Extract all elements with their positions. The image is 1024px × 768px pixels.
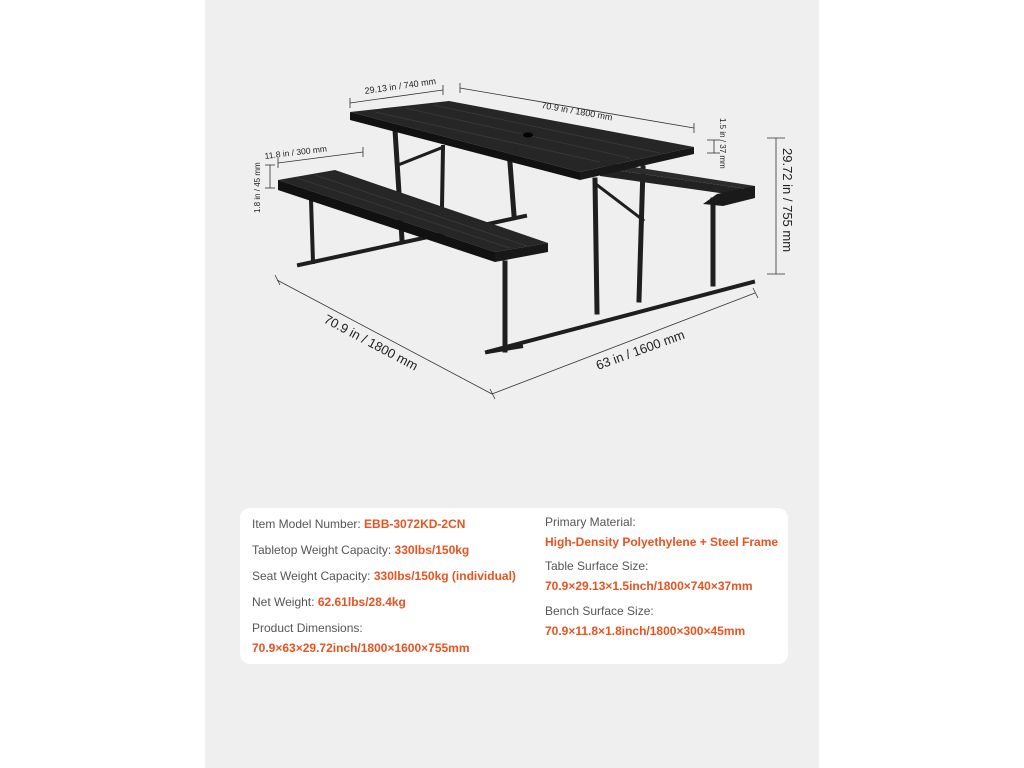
dim-bench-thickness: 1.8 in / 45 mm [253,162,262,213]
dim-overall-width: 63 in / 1600 mm [593,326,687,373]
spec-table-surface-value: 70.9×29.13×1.5inch/1800×740×37mm [545,579,753,593]
spec-net-weight [252,595,406,610]
spec-product-dimensions-label: Product Dimensions: [252,621,363,635]
front-bench [278,170,548,262]
spec-model-value: EBB-3072KD-2CN [364,517,466,531]
spec-table-surface [545,559,753,594]
spec-product-dimensions-value: 70.9×63×29.72inch/1800×1600×755mm [252,641,470,655]
back-bench [600,164,755,206]
picnic-table-illustration [205,0,819,470]
dim-overall-length: 70.9 in / 1800 mm [321,311,421,374]
spec-seat-capacity-value: 330lbs/150kg (individual) [373,569,516,583]
spec-primary-material-label: Primary Material: [545,515,636,529]
spec-tabletop-capacity-label: Tabletop Weight Capacity: [252,543,392,557]
dim-top-thickness: 1.5 in / 37 mm [718,118,727,169]
product-panel [205,0,819,768]
spec-model-label: Item Model Number: [252,517,361,531]
spec-bench-surface [545,604,745,639]
spec-table-surface-label: Table Surface Size: [545,559,649,573]
spec-card [240,508,788,664]
front-legs [487,262,523,352]
spec-model [252,517,465,532]
dim-top-length: 70.9 in / 1800 mm [540,100,614,123]
spec-seat-capacity [252,569,516,584]
spec-tabletop-capacity [252,543,469,558]
spec-bench-surface-label: Bench Surface Size: [545,604,654,618]
dim-top-depth: 29.13 in / 740 mm [363,76,437,96]
spec-bench-surface-value: 70.9×11.8×1.8inch/1800×300×45mm [545,624,746,638]
dim-bench-width: 11.8 in / 300 mm [264,143,328,161]
spec-primary-material-value: High-Density Polyethylene + Steel Frame [545,535,779,549]
spec-seat-capacity-label: Seat Weight Capacity: [252,569,371,583]
dim-height: 29.72 in / 755 mm [780,148,795,253]
spec-net-weight-label: Net Weight: [252,595,315,609]
spec-product-dimensions [252,621,470,656]
spec-primary-material [545,515,778,550]
spec-net-weight-value: 62.61lbs/28.4kg [317,595,406,609]
spec-tabletop-capacity-value: 330lbs/150kg [394,543,470,557]
